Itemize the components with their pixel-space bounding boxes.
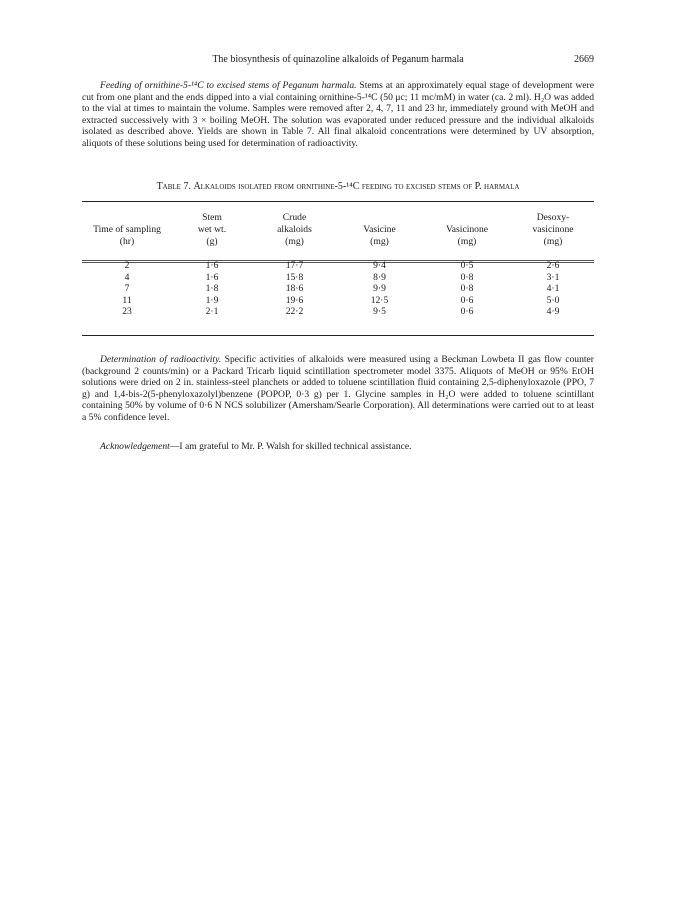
table-cell: 0·6 [460, 294, 474, 306]
table-cell: 7 [124, 283, 130, 295]
table-cell: 4·9 [546, 306, 560, 318]
table-cell: 9·4 [373, 260, 386, 271]
column-unit: (mg) [543, 236, 563, 247]
column-header-line2: wet wt. [197, 224, 227, 235]
table-cell: 19·6 [285, 294, 304, 306]
paragraph-lead-heading: Acknowledgement [100, 441, 170, 452]
column-header-line1: Crude [282, 212, 307, 223]
table-cell: 18·6 [285, 283, 304, 295]
table-caption-label: Table 7. [156, 181, 191, 192]
page-number: 2669 [574, 54, 594, 65]
table-caption [82, 181, 594, 192]
column-header-line2: vasicinone [532, 224, 574, 235]
column-header-line2: Time of sampling [93, 224, 161, 235]
table-cell: 4·1 [546, 283, 560, 295]
table-cell: 1·6 [205, 271, 219, 283]
column-unit: (mg) [457, 236, 477, 247]
paragraph-body [82, 441, 594, 453]
table-row [82, 260, 594, 272]
running-head [82, 54, 594, 68]
column-header-line2: Vasicinone [445, 224, 489, 235]
paragraph-lead-heading: Determination of radioactivity. [100, 354, 222, 365]
alkaloid-table [82, 212, 594, 318]
column-unit: (hr) [119, 236, 135, 247]
paragraph-determination-radioactivity [82, 354, 594, 424]
paragraph-feeding-ornithine [82, 80, 594, 150]
column-header-line1: Desoxy- [536, 212, 570, 223]
paragraph-lead-heading: Feeding of ornithine-5-¹⁴C to excised stems of Peganum harmala. [100, 80, 357, 91]
table-cell: 23 [122, 306, 132, 318]
table-cell: 17·7 [285, 260, 304, 271]
table-cell: 9·9 [373, 283, 386, 295]
table-cell: 3·1 [546, 271, 560, 283]
table-row [82, 306, 594, 318]
table-cell: 2·6 [546, 260, 560, 271]
table-cell: 11 [122, 294, 132, 306]
table-row [82, 272, 594, 284]
table-top-rule [82, 201, 594, 202]
table-cell: 4 [124, 271, 130, 283]
paragraph-body [82, 80, 594, 150]
table-cell: 2·1 [205, 306, 219, 318]
table-header-units-row [82, 236, 594, 248]
paragraph-acknowledgement [82, 441, 594, 453]
table-header-row-2 [82, 224, 594, 236]
table-cell: 0·8 [460, 271, 474, 283]
paragraph-body [82, 354, 594, 424]
table-cell: 2 [124, 260, 130, 271]
column-unit: (mg) [370, 236, 389, 247]
column-unit: (mg) [285, 236, 304, 247]
table-cell: 9·5 [373, 306, 386, 318]
table-cell: 8·9 [373, 271, 386, 283]
column-header-line2: Vasicine [363, 224, 396, 235]
column-header-line2: alkaloids [277, 224, 312, 235]
table-row [82, 283, 594, 295]
table-cell: 0·6 [460, 306, 474, 318]
paragraph-text: Specific activities of alkaloids were measured using a Beckman Lowbeta II gas flow counter (background 2 counts/min) or a Packard Tricarb liquid scintillation spectrometer model 3375. Aliquots of MeOH or 95% EtOH solutions were dried on 2 in. stainless-steel planchets or added to toluene scintillation fluid containing 2,5-diphenyloxazole (PPO, 7 g) and 1,4-bis-2(5-phenyloxazolyl)benzene (POPOP, 0·3 g) per 1. Glycine samples in H₂O were added to toluene scintillant containing 50% by volume of 0·6 N NCS solubilizer (Amersham/Searle Corporation). All determinations were carried out to at least a 5% confidence level. [82, 354, 594, 423]
table-cell: 1·9 [205, 294, 219, 306]
table-cell: 1·8 [205, 283, 219, 295]
column-header-line1: Stem [202, 212, 222, 223]
table-cell: 22·2 [285, 306, 304, 318]
column-header-line1 [337, 212, 422, 224]
table-cell: 12·5 [370, 294, 389, 306]
column-header-line1 [422, 212, 512, 224]
table-spacer [82, 248, 594, 260]
table-bottom-rule [82, 335, 594, 336]
table-cell: 0·8 [460, 283, 474, 295]
table-cell: 5·0 [546, 294, 560, 306]
table-caption-text: Alkaloids isolated from ornithine-5-¹⁴C feeding to excised stems of P. harmala [193, 181, 520, 192]
table-cell: 1·6 [205, 260, 219, 271]
column-unit: (g) [206, 236, 218, 247]
running-title: The biosynthesis of quinazoline alkaloids of Peganum harmala [212, 54, 464, 65]
table-cell: 15·8 [285, 271, 304, 283]
paragraph-text: —I am grateful to Mr. P. Walsh for skilled technical assistance. [169, 441, 412, 452]
paragraph-text: Stems at an approximately equal stage of development were cut from one plant and the ends dipped into a vial containing ornithine-5-¹⁴C (50 μc; 11 mc/mM) in water (ca. 2 ml). H₂O was added to the vial at times to maintain the volume. Samples were removed after 2, 4, 7, 11 and 23 hr, immediately ground with MeOH and extracted successively with 3 × boiling MeOH. The solution was evaporated under reduced pressure and the individual alkaloids isolated as described above. Yields are shown in Table 7. All final alkaloid concentrations were determined by UV absorption, aliquots of these solutions being used for determination of radioactivity. [82, 80, 594, 149]
table-row [82, 295, 594, 307]
table-header-row-1 [82, 212, 594, 224]
column-header-line1 [82, 212, 172, 224]
table-cell: 0·5 [460, 260, 474, 271]
